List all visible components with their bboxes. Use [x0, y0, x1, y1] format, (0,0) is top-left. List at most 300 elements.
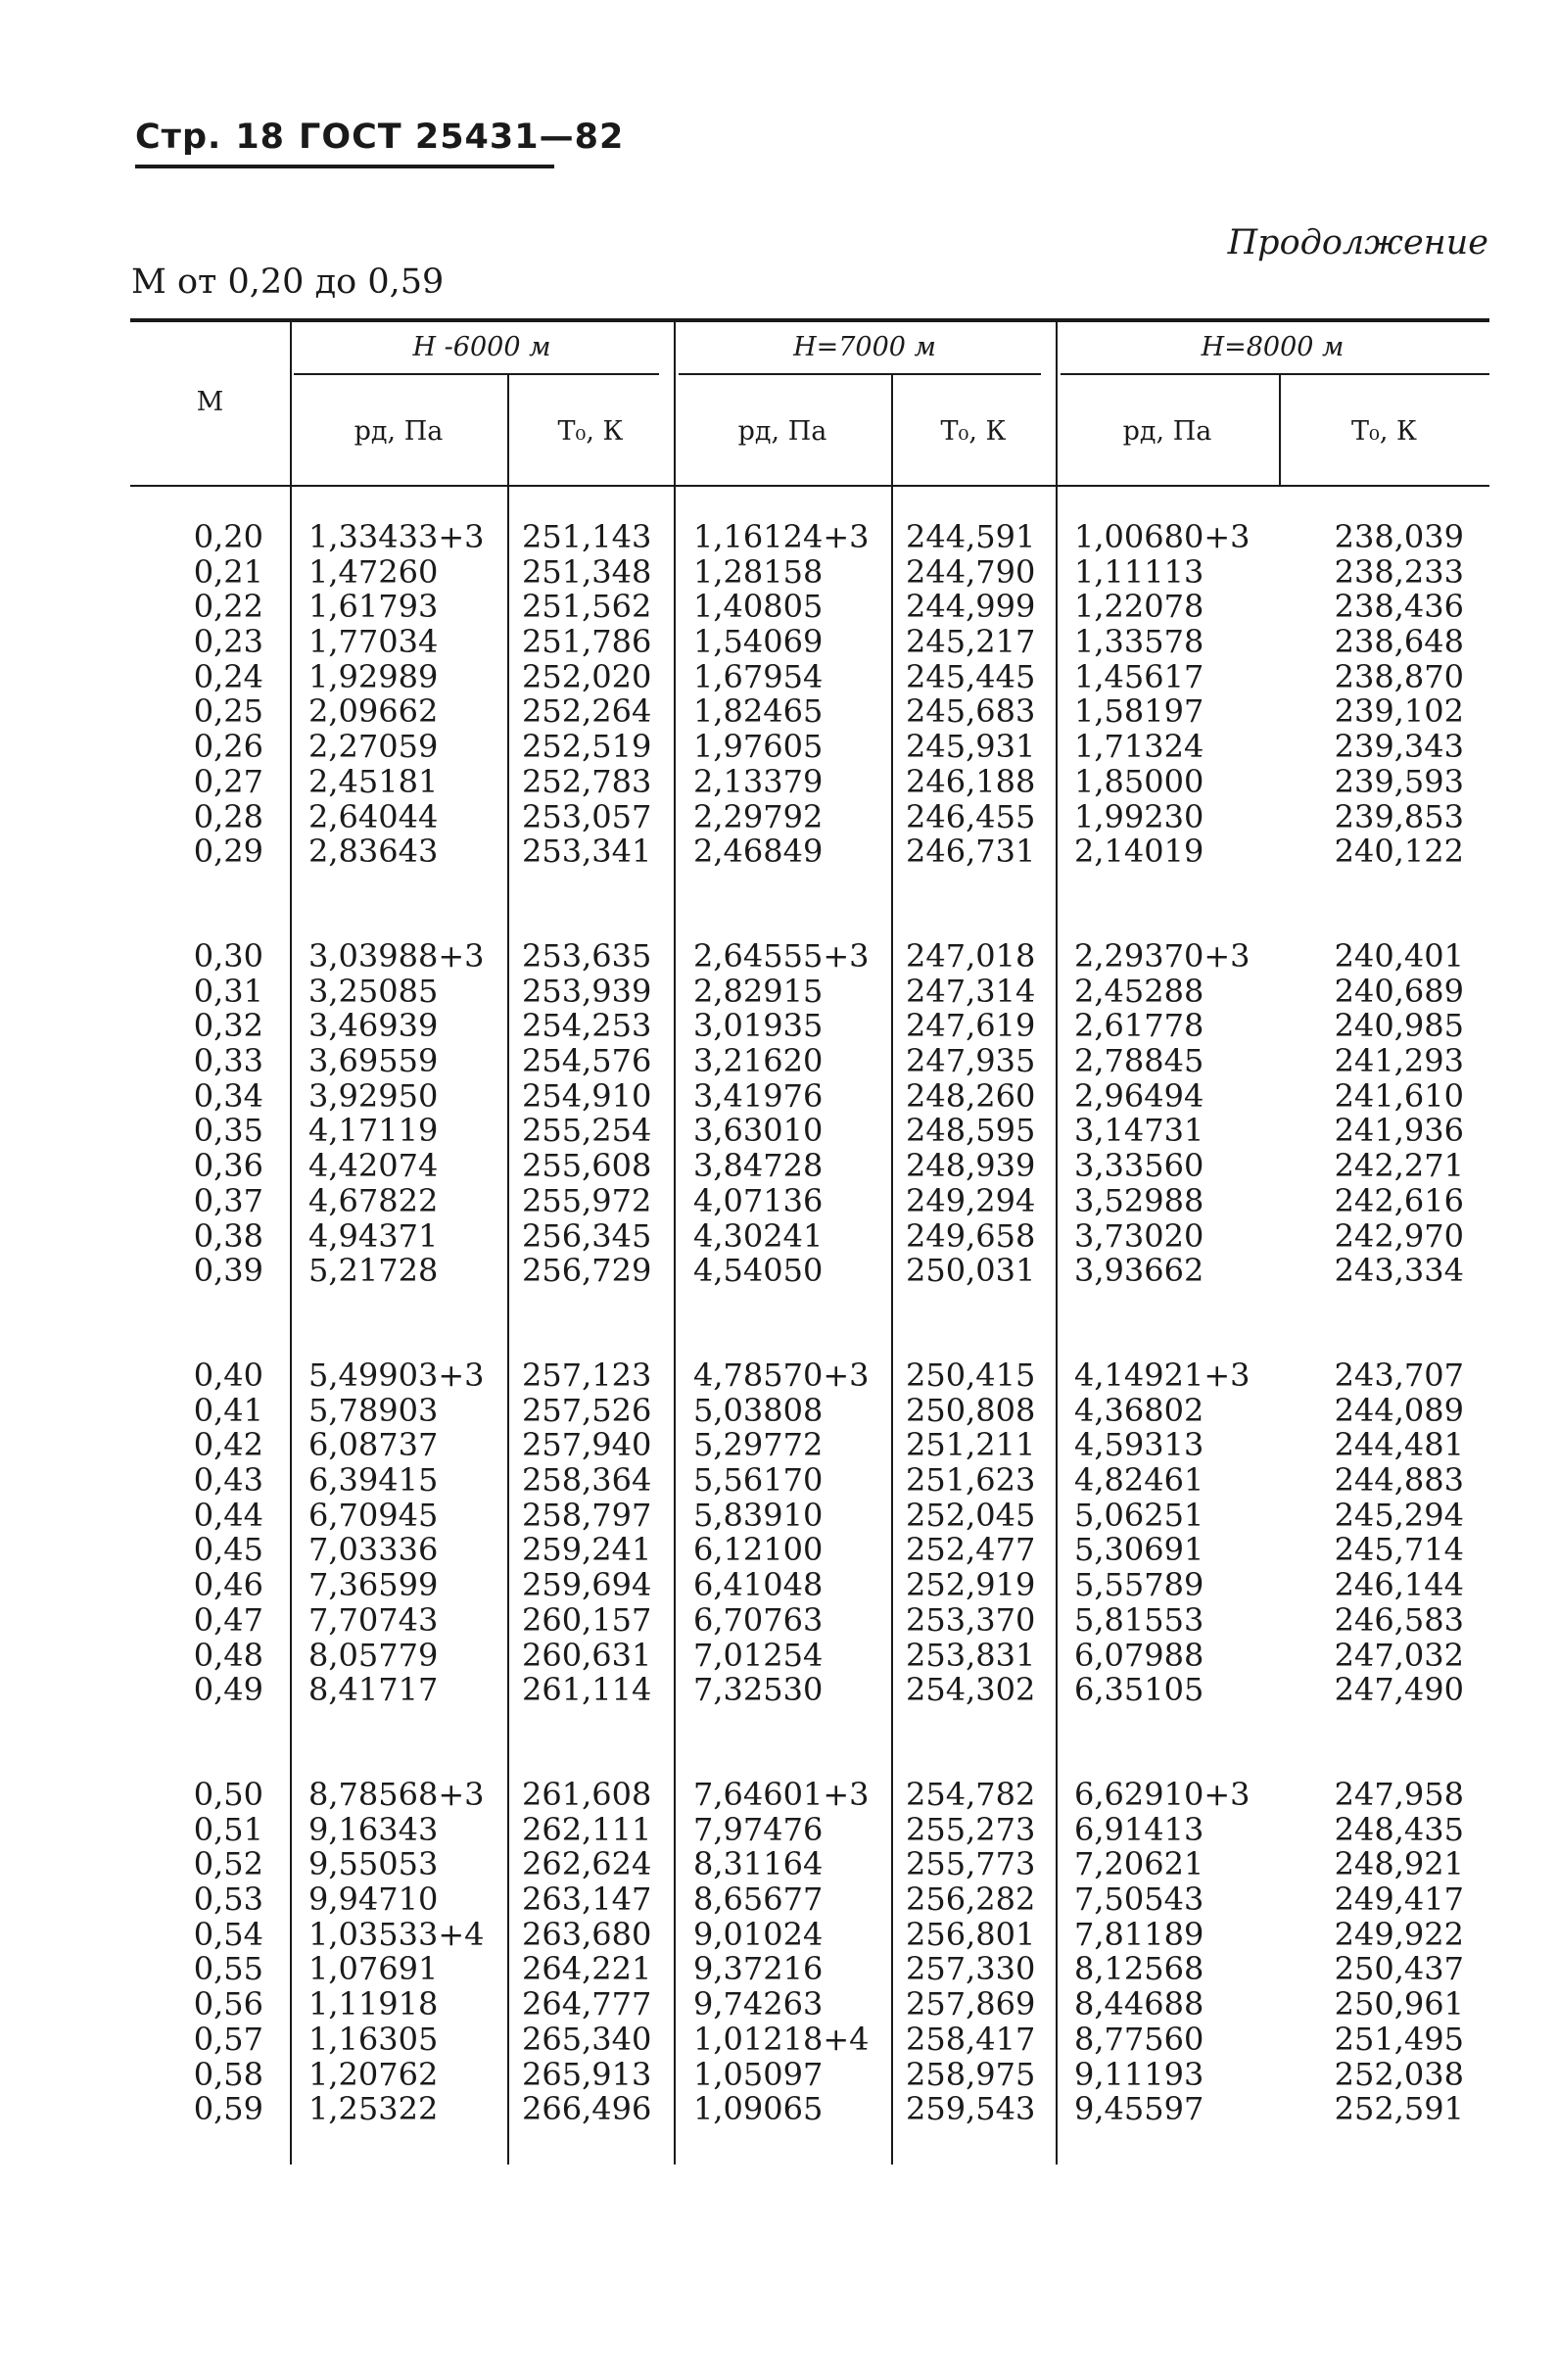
header-group-7000: H=7000 м — [793, 332, 936, 362]
cell-pressure-7000: 6,12100 — [693, 1531, 824, 1569]
cell-pressure-7000: 3,84728 — [693, 1147, 824, 1185]
cell-pressure-6000: 1,07691 — [308, 1950, 439, 1988]
cell-temperature-7000: 249,294 — [906, 1181, 1036, 1219]
cell-temperature-8000: 242,616 — [1334, 1181, 1464, 1219]
cell-temperature-8000: 242,271 — [1334, 1147, 1464, 1185]
table-row — [130, 762, 1489, 800]
table-row — [130, 1391, 1489, 1429]
cell-temperature-8000: 250,961 — [1334, 1985, 1464, 2023]
cell-temperature-8000: 243,334 — [1334, 1252, 1464, 1290]
table-row — [130, 2055, 1489, 2093]
table-block — [130, 520, 1489, 870]
cell-temperature-7000: 246,188 — [906, 762, 1036, 800]
cell-pressure-6000: 8,05779 — [308, 1636, 439, 1674]
cell-temperature-7000: 251,623 — [906, 1461, 1036, 1499]
cell-pressure-8000: 2,29370+3 — [1074, 937, 1250, 975]
cell-pressure-6000: 5,78903 — [308, 1391, 439, 1429]
cell-temperature-8000: 244,481 — [1334, 1426, 1464, 1464]
cell-temperature-7000: 248,260 — [906, 1076, 1036, 1115]
cell-temperature-8000: 238,870 — [1334, 657, 1464, 695]
cell-pressure-7000: 5,29772 — [693, 1426, 824, 1464]
cell-mach: 0,33 — [193, 1042, 263, 1080]
cell-pressure-6000: 6,08737 — [308, 1426, 439, 1464]
cell-pressure-7000: 6,70763 — [693, 1600, 824, 1639]
group-rule-7000 — [679, 373, 1041, 375]
cell-mach: 0,25 — [193, 692, 263, 731]
cell-pressure-8000: 4,14921+3 — [1074, 1357, 1250, 1394]
cell-pressure-6000: 1,16305 — [308, 2020, 439, 2058]
cell-mach: 0,59 — [193, 2090, 263, 2128]
table-row — [130, 939, 1489, 975]
cell-temperature-8000: 243,707 — [1334, 1357, 1464, 1394]
table-row — [130, 797, 1489, 835]
cell-pressure-6000: 3,46939 — [308, 1007, 439, 1045]
cell-pressure-7000: 1,40805 — [693, 588, 824, 626]
cell-temperature-8000: 252,038 — [1334, 2055, 1464, 2093]
cell-pressure-6000: 1,92989 — [308, 657, 439, 695]
cell-temperature-7000: 254,782 — [906, 1776, 1036, 1813]
cell-temperature-7000: 244,790 — [906, 552, 1036, 591]
table-row — [130, 1847, 1489, 1882]
cell-pressure-6000: 2,64044 — [308, 797, 439, 835]
cell-temperature-8000: 248,435 — [1334, 1810, 1464, 1848]
cell-temperature-6000: 261,608 — [522, 1776, 652, 1813]
cell-pressure-7000: 5,83910 — [693, 1496, 824, 1534]
cell-temperature-7000: 254,302 — [906, 1671, 1036, 1709]
cell-temperature-6000: 258,797 — [522, 1496, 652, 1534]
header-pressure-8000: pд, Па — [1122, 416, 1212, 447]
cell-temperature-6000: 264,221 — [522, 1950, 652, 1988]
cell-temperature-7000: 247,619 — [906, 1007, 1036, 1045]
cell-temperature-6000: 257,526 — [522, 1391, 652, 1429]
cell-temperature-8000: 240,985 — [1334, 1007, 1464, 1045]
cell-temperature-7000: 250,808 — [906, 1391, 1036, 1429]
cell-pressure-7000: 2,82915 — [693, 972, 824, 1010]
cell-pressure-8000: 9,11193 — [1074, 2055, 1204, 2093]
cell-temperature-8000: 245,714 — [1334, 1531, 1464, 1569]
cell-pressure-6000: 1,25322 — [308, 2090, 439, 2128]
cell-pressure-8000: 5,06251 — [1074, 1496, 1204, 1534]
cell-temperature-7000: 257,330 — [906, 1950, 1036, 1988]
cell-pressure-6000: 4,94371 — [308, 1216, 439, 1255]
cell-pressure-6000: 6,70945 — [308, 1496, 439, 1534]
cell-pressure-8000: 1,85000 — [1074, 762, 1204, 800]
cell-temperature-7000: 251,211 — [906, 1426, 1036, 1464]
cell-temperature-7000: 256,282 — [906, 1880, 1036, 1919]
cell-mach: 0,44 — [193, 1496, 263, 1534]
table-row — [130, 625, 1489, 660]
cell-mach: 0,47 — [193, 1600, 263, 1639]
cell-temperature-6000: 252,783 — [522, 762, 652, 800]
page-label: Стр. — [135, 118, 222, 157]
table-row — [130, 1915, 1489, 1953]
cell-pressure-8000: 1,00680+3 — [1074, 518, 1250, 555]
cell-pressure-7000: 9,37216 — [693, 1950, 824, 1988]
cell-temperature-6000: 252,020 — [522, 657, 652, 695]
cell-pressure-7000: 1,82465 — [693, 692, 824, 731]
table-row — [130, 1428, 1489, 1463]
cell-pressure-7000: 1,01218+4 — [693, 2020, 870, 2058]
cell-pressure-8000: 2,14019 — [1074, 833, 1204, 871]
cell-pressure-6000: 4,17119 — [308, 1112, 439, 1150]
cell-mach: 0,58 — [193, 2055, 263, 2093]
cell-temperature-8000: 247,490 — [1334, 1671, 1464, 1709]
cell-temperature-7000: 247,018 — [906, 937, 1036, 975]
cell-pressure-8000: 1,58197 — [1074, 692, 1204, 731]
table-row — [130, 972, 1489, 1010]
cell-temperature-6000: 262,624 — [522, 1845, 652, 1883]
cell-temperature-7000: 247,314 — [906, 972, 1036, 1010]
cell-temperature-6000: 256,345 — [522, 1216, 652, 1255]
table-block — [130, 1778, 1489, 2127]
cell-pressure-8000: 8,77560 — [1074, 2020, 1204, 2058]
cell-temperature-8000: 240,689 — [1334, 972, 1464, 1010]
cell-pressure-7000: 2,64555+3 — [693, 937, 870, 975]
cell-temperature-6000: 253,341 — [522, 833, 652, 871]
table-row — [130, 1009, 1489, 1044]
cell-pressure-8000: 5,81553 — [1074, 1600, 1204, 1639]
cell-pressure-7000: 4,07136 — [693, 1181, 824, 1219]
cell-pressure-6000: 5,21728 — [308, 1252, 439, 1290]
page-number: 18 — [235, 118, 286, 157]
cell-pressure-7000: 1,97605 — [693, 728, 824, 766]
cell-temperature-7000: 253,370 — [906, 1600, 1036, 1639]
cell-temperature-6000: 253,939 — [522, 972, 652, 1010]
continuation-label: Продолжение — [1227, 223, 1488, 262]
cell-temperature-7000: 258,417 — [906, 2020, 1036, 2058]
cell-pressure-6000: 7,03336 — [308, 1531, 439, 1569]
cell-temperature-8000: 239,593 — [1334, 762, 1464, 800]
cell-pressure-7000: 4,54050 — [693, 1252, 824, 1290]
cell-pressure-6000: 2,27059 — [308, 728, 439, 766]
cell-pressure-7000: 2,29792 — [693, 797, 824, 835]
cell-pressure-8000: 3,52988 — [1074, 1181, 1204, 1219]
cell-temperature-8000: 240,401 — [1334, 937, 1464, 975]
cell-temperature-7000: 245,217 — [906, 623, 1036, 661]
cell-pressure-8000: 5,55789 — [1074, 1566, 1204, 1604]
cell-pressure-6000: 4,42074 — [308, 1147, 439, 1185]
cell-temperature-8000: 251,495 — [1334, 2020, 1464, 2058]
cell-pressure-6000: 9,16343 — [308, 1810, 439, 1848]
cell-temperature-8000: 244,089 — [1334, 1391, 1464, 1429]
cell-temperature-8000: 246,144 — [1334, 1566, 1464, 1604]
header-group-6000: H -6000 м — [412, 332, 551, 362]
data-table — [130, 318, 1489, 2165]
cell-pressure-7000: 1,54069 — [693, 623, 824, 661]
cell-pressure-6000: 2,45181 — [308, 762, 439, 800]
table-row — [130, 1882, 1489, 1918]
cell-temperature-7000: 252,919 — [906, 1566, 1036, 1604]
group-rule-8000 — [1061, 373, 1489, 375]
cell-pressure-7000: 8,65677 — [693, 1880, 824, 1919]
cell-temperature-8000: 245,294 — [1334, 1496, 1464, 1534]
cell-mach: 0,50 — [193, 1776, 263, 1813]
cell-pressure-6000: 5,49903+3 — [308, 1357, 485, 1394]
cell-temperature-6000: 261,114 — [522, 1671, 652, 1709]
cell-pressure-8000: 7,81189 — [1074, 1915, 1204, 1953]
cell-mach: 0,26 — [193, 728, 263, 766]
cell-pressure-7000: 3,41976 — [693, 1076, 824, 1115]
cell-pressure-6000: 1,33433+3 — [308, 518, 485, 555]
table-row — [130, 1533, 1489, 1568]
table-row — [130, 2092, 1489, 2127]
cell-pressure-8000: 3,93662 — [1074, 1252, 1204, 1290]
cell-pressure-7000: 8,31164 — [693, 1845, 824, 1883]
cell-temperature-7000: 258,975 — [906, 2055, 1036, 2093]
cell-temperature-6000: 255,972 — [522, 1181, 652, 1219]
header-temperature-7000: T₀, К — [940, 416, 1007, 447]
cell-temperature-6000: 251,143 — [522, 518, 652, 555]
table-row — [130, 1254, 1489, 1289]
cell-temperature-7000: 256,801 — [906, 1915, 1036, 1953]
cell-pressure-8000: 2,96494 — [1074, 1076, 1204, 1115]
cell-temperature-7000: 249,658 — [906, 1216, 1036, 1255]
cell-mach: 0,48 — [193, 1636, 263, 1674]
cell-pressure-7000: 9,74263 — [693, 1985, 824, 2023]
cell-temperature-6000: 252,519 — [522, 728, 652, 766]
cell-temperature-6000: 266,496 — [522, 2090, 652, 2128]
cell-mach: 0,54 — [193, 1915, 263, 1953]
cell-pressure-8000: 8,44688 — [1074, 1985, 1204, 2023]
cell-temperature-7000: 248,939 — [906, 1147, 1036, 1185]
cell-pressure-8000: 8,12568 — [1074, 1950, 1204, 1988]
table-row — [130, 1114, 1489, 1149]
cell-temperature-7000: 245,931 — [906, 728, 1036, 766]
cell-pressure-8000: 7,50543 — [1074, 1880, 1204, 1919]
cell-pressure-8000: 6,91413 — [1074, 1810, 1204, 1848]
cell-pressure-7000: 3,63010 — [693, 1112, 824, 1150]
cell-mach: 0,52 — [193, 1845, 263, 1883]
cell-mach: 0,45 — [193, 1531, 263, 1569]
cell-temperature-8000: 250,437 — [1334, 1950, 1464, 1988]
cell-pressure-6000: 7,36599 — [308, 1566, 439, 1604]
cell-temperature-7000: 257,869 — [906, 1985, 1036, 2023]
cell-temperature-8000: 238,233 — [1334, 552, 1464, 591]
cell-mach: 0,30 — [193, 937, 263, 975]
cell-pressure-7000: 7,64601+3 — [693, 1776, 870, 1813]
cell-temperature-7000: 255,773 — [906, 1845, 1036, 1883]
cell-mach: 0,46 — [193, 1566, 263, 1604]
cell-pressure-8000: 1,33578 — [1074, 623, 1204, 661]
table-row — [130, 1568, 1489, 1603]
cell-pressure-7000: 1,16124+3 — [693, 518, 870, 555]
cell-temperature-6000: 256,729 — [522, 1252, 652, 1290]
cell-pressure-7000: 1,05097 — [693, 2055, 824, 2093]
cell-temperature-7000: 248,595 — [906, 1112, 1036, 1150]
table-row — [130, 1778, 1489, 1813]
cell-temperature-7000: 250,415 — [906, 1357, 1036, 1394]
cell-pressure-7000: 4,78570+3 — [693, 1357, 870, 1394]
table-row — [130, 1496, 1489, 1534]
cell-temperature-8000: 244,883 — [1334, 1461, 1464, 1499]
cell-pressure-8000: 1,71324 — [1074, 728, 1204, 766]
cell-mach: 0,23 — [193, 623, 263, 661]
cell-temperature-8000: 239,343 — [1334, 728, 1464, 766]
cell-pressure-6000: 7,70743 — [308, 1600, 439, 1639]
cell-temperature-6000: 263,680 — [522, 1915, 652, 1953]
cell-pressure-6000: 2,83643 — [308, 833, 439, 871]
cell-temperature-6000: 251,348 — [522, 552, 652, 591]
header-pressure-7000: pд, Па — [737, 416, 827, 447]
cell-pressure-8000: 3,14731 — [1074, 1112, 1204, 1150]
cell-temperature-6000: 253,635 — [522, 937, 652, 975]
table-header-rule — [130, 485, 1489, 487]
cell-temperature-7000: 255,273 — [906, 1810, 1036, 1848]
cell-temperature-6000: 264,777 — [522, 1985, 652, 2023]
cell-mach: 0,55 — [193, 1950, 263, 1988]
table-row — [130, 1044, 1489, 1079]
cell-pressure-7000: 7,01254 — [693, 1636, 824, 1674]
table-row — [130, 1358, 1489, 1394]
cell-pressure-8000: 4,36802 — [1074, 1391, 1204, 1429]
cell-pressure-8000: 1,45617 — [1074, 657, 1204, 695]
table-row — [130, 834, 1489, 870]
cell-pressure-6000: 3,69559 — [308, 1042, 439, 1080]
cell-pressure-8000: 5,30691 — [1074, 1531, 1204, 1569]
cell-temperature-8000: 246,583 — [1334, 1600, 1464, 1639]
cell-temperature-8000: 241,610 — [1334, 1076, 1464, 1115]
cell-temperature-6000: 253,057 — [522, 797, 652, 835]
cell-mach: 0,28 — [193, 797, 263, 835]
header-temperature-8000: T₀, К — [1351, 416, 1417, 447]
cell-temperature-6000: 262,111 — [522, 1810, 652, 1848]
cell-mach: 0,24 — [193, 657, 263, 695]
table-row — [130, 1600, 1489, 1639]
cell-temperature-8000: 247,958 — [1334, 1776, 1464, 1813]
cell-pressure-6000: 1,03533+4 — [308, 1915, 485, 1953]
cell-pressure-6000: 3,92950 — [308, 1076, 439, 1115]
range-caption: М от 0,20 до 0,59 — [131, 262, 445, 302]
cell-temperature-6000: 259,241 — [522, 1531, 652, 1569]
cell-temperature-8000: 239,102 — [1334, 692, 1464, 731]
cell-temperature-6000: 251,562 — [522, 588, 652, 626]
cell-pressure-8000: 3,73020 — [1074, 1216, 1204, 1255]
cell-pressure-8000: 2,45288 — [1074, 972, 1204, 1010]
table-row — [130, 657, 1489, 695]
standard-number: ГОСТ 25431—82 — [299, 118, 625, 157]
cell-pressure-8000: 1,22078 — [1074, 588, 1204, 626]
cell-temperature-6000: 258,364 — [522, 1461, 652, 1499]
cell-temperature-6000: 254,253 — [522, 1007, 652, 1045]
table-row — [130, 1636, 1489, 1674]
cell-temperature-6000: 254,910 — [522, 1076, 652, 1115]
cell-mach: 0,35 — [193, 1112, 263, 1150]
cell-mach: 0,20 — [193, 518, 263, 555]
cell-temperature-8000: 241,936 — [1334, 1112, 1464, 1150]
cell-pressure-6000: 1,11918 — [308, 1985, 439, 2023]
cell-temperature-6000: 252,264 — [522, 692, 652, 731]
cell-temperature-6000: 260,631 — [522, 1636, 652, 1674]
cell-temperature-7000: 245,683 — [906, 692, 1036, 731]
header-temperature-6000: T₀, К — [557, 416, 624, 447]
cell-mach: 0,56 — [193, 1985, 263, 2023]
table-row — [130, 590, 1489, 625]
cell-pressure-8000: 9,45597 — [1074, 2090, 1204, 2128]
cell-pressure-7000: 7,32530 — [693, 1671, 824, 1709]
cell-mach: 0,22 — [193, 588, 263, 626]
cell-temperature-8000: 239,853 — [1334, 797, 1464, 835]
cell-mach: 0,42 — [193, 1426, 263, 1464]
table-top-rule — [130, 318, 1489, 322]
cell-pressure-6000: 1,61793 — [308, 588, 439, 626]
cell-temperature-6000: 259,694 — [522, 1566, 652, 1604]
table-row — [130, 1463, 1489, 1499]
cell-temperature-7000: 244,999 — [906, 588, 1036, 626]
cell-temperature-6000: 257,940 — [522, 1426, 652, 1464]
cell-mach: 0,32 — [193, 1007, 263, 1045]
cell-pressure-7000: 2,46849 — [693, 833, 824, 871]
cell-pressure-7000: 1,28158 — [693, 552, 824, 591]
cell-mach: 0,43 — [193, 1461, 263, 1499]
cell-pressure-7000: 3,01935 — [693, 1007, 824, 1045]
cell-pressure-6000: 8,78568+3 — [308, 1776, 485, 1813]
cell-pressure-8000: 2,78845 — [1074, 1042, 1204, 1080]
cell-pressure-8000: 6,35105 — [1074, 1671, 1204, 1709]
table-row — [130, 1076, 1489, 1115]
cell-pressure-6000: 8,41717 — [308, 1671, 439, 1709]
cell-temperature-6000: 265,913 — [522, 2055, 652, 2093]
cell-temperature-8000: 249,922 — [1334, 1915, 1464, 1953]
table-row — [130, 1952, 1489, 1987]
cell-pressure-8000: 4,82461 — [1074, 1461, 1204, 1499]
cell-temperature-7000: 245,445 — [906, 657, 1036, 695]
cell-pressure-8000: 2,61778 — [1074, 1007, 1204, 1045]
cell-temperature-8000: 238,039 — [1334, 518, 1464, 555]
cell-mach: 0,57 — [193, 2020, 263, 2058]
page-header — [135, 118, 625, 168]
cell-temperature-6000: 260,157 — [522, 1600, 652, 1639]
table-row — [130, 1149, 1489, 1184]
cell-pressure-6000: 2,09662 — [308, 692, 439, 731]
cell-pressure-6000: 1,77034 — [308, 623, 439, 661]
table-row — [130, 1673, 1489, 1708]
table-row — [130, 694, 1489, 730]
cell-pressure-8000: 1,99230 — [1074, 797, 1204, 835]
cell-pressure-7000: 4,30241 — [693, 1216, 824, 1255]
header-m: М — [196, 387, 224, 417]
cell-pressure-6000: 3,03988+3 — [308, 937, 485, 975]
cell-temperature-8000: 238,648 — [1334, 623, 1464, 661]
cell-pressure-7000: 3,21620 — [693, 1042, 824, 1080]
cell-mach: 0,27 — [193, 762, 263, 800]
table-row — [130, 1181, 1489, 1219]
cell-temperature-7000: 246,455 — [906, 797, 1036, 835]
cell-mach: 0,53 — [193, 1880, 263, 1919]
cell-pressure-6000: 6,39415 — [308, 1461, 439, 1499]
cell-temperature-6000: 265,340 — [522, 2020, 652, 2058]
cell-mach: 0,40 — [193, 1357, 263, 1394]
cell-pressure-8000: 7,20621 — [1074, 1845, 1204, 1883]
cell-mach: 0,29 — [193, 833, 263, 871]
cell-mach: 0,51 — [193, 1810, 263, 1848]
header-pressure-6000: pд, Па — [354, 416, 444, 447]
header-group-8000: H=8000 м — [1201, 332, 1345, 362]
cell-temperature-8000: 248,921 — [1334, 1845, 1464, 1883]
cell-pressure-8000: 4,59313 — [1074, 1426, 1204, 1464]
table-row — [130, 1987, 1489, 2023]
cell-mach: 0,41 — [193, 1391, 263, 1429]
cell-temperature-6000: 254,576 — [522, 1042, 652, 1080]
cell-pressure-7000: 1,67954 — [693, 657, 824, 695]
cell-temperature-8000: 242,970 — [1334, 1216, 1464, 1255]
cell-pressure-7000: 5,03808 — [693, 1391, 824, 1429]
cell-temperature-8000: 249,417 — [1334, 1880, 1464, 1919]
cell-temperature-8000: 238,436 — [1334, 588, 1464, 626]
cell-mach: 0,39 — [193, 1252, 263, 1290]
cell-temperature-7000: 259,543 — [906, 2090, 1036, 2128]
cell-temperature-8000: 241,293 — [1334, 1042, 1464, 1080]
cell-mach: 0,21 — [193, 552, 263, 591]
